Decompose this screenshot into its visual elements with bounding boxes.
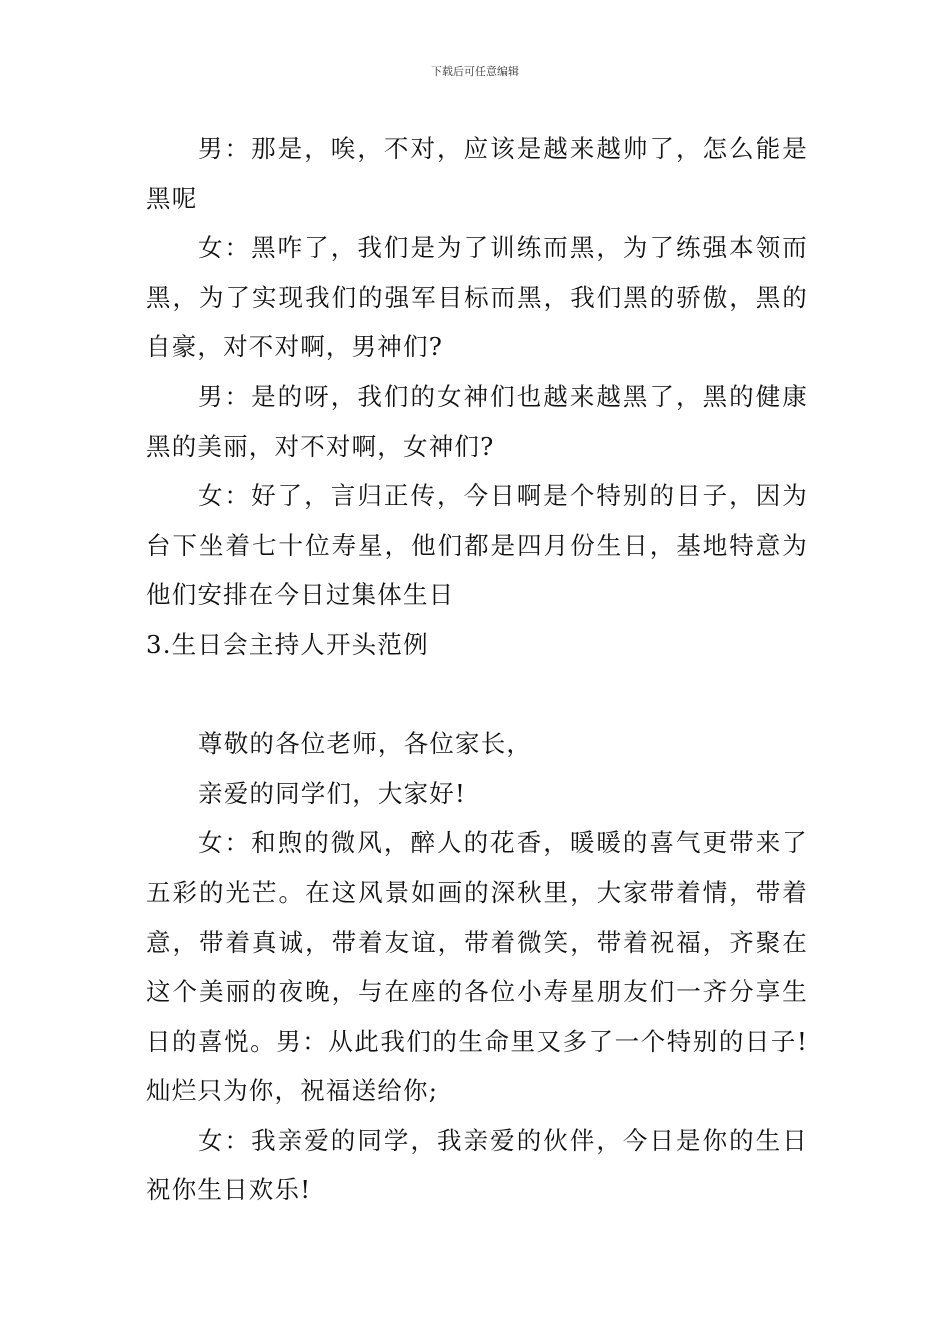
paragraph: 男：那是，唉，不对，应该是越来越帅了，怎么能是黑呢 (146, 134, 808, 213)
paragraph: 女：和煦的微风，醉人的花香，暖暖的喜气更带来了五彩的光芒。在这风景如画的深秋里，大家带着情，带着意，带着真诚，带着友谊，带着微笑，带着祝福，齐聚在这个美丽的夜晚，与在座的各位小寿星朋友们一齐分享生日的喜悦。男：从此我们的生命里又多了一个特别的日子!灿烂只为你，祝福送给你; (146, 828, 808, 1106)
paragraph: 女：黑咋了，我们是为了训练而黑，为了练强本领而黑，为了实现我们的强军目标而黑，我们黑的骄傲，黑的自豪，对不对啊，男神们? (146, 233, 808, 362)
paragraph: 亲爱的同学们，大家好! (198, 778, 467, 808)
page-header: 下载后可任意编辑 (431, 65, 519, 78)
paragraph: 男：是的呀，我们的女神们也越来越黑了，黑的健康黑的美丽，对不对啊，女神们? (146, 381, 808, 461)
section-title: 3.生日会主持人开头范例 (146, 629, 429, 659)
paragraph: 女：好了，言归正传，今日啊是个特别的日子，因为台下坐着七十位寿星，他们都是四月份生日，基地特意为他们安排在今日过集体生日 (146, 481, 808, 610)
paragraph: 尊敬的各位老师，各位家长， (198, 729, 533, 759)
blank-line (146, 670, 808, 720)
document-body (146, 124, 808, 1215)
paragraph: 女：我亲爱的同学，我亲爱的伙伴，今日是你的生日祝你生日欢乐! (146, 1125, 808, 1205)
